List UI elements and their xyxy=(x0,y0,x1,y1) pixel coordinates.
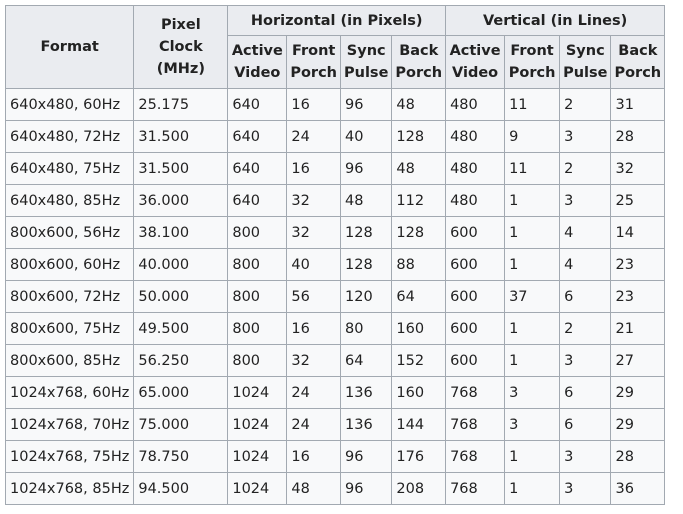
subheader-line1: Back xyxy=(399,43,439,59)
format-cell: 800x600, 85Hz xyxy=(6,345,134,377)
h-back-porch-cell: 48 xyxy=(392,89,446,121)
v-sync-pulse-cell: 2 xyxy=(560,89,611,121)
subheader-line2: Porch xyxy=(508,65,556,81)
table-row xyxy=(6,377,665,409)
subheader-line1: Front xyxy=(510,43,554,59)
h-active-video-cell: 1024 xyxy=(228,473,287,505)
h-sync-pulse-cell: 128 xyxy=(341,249,392,281)
h-sync-pulse-cell: 80 xyxy=(341,313,392,345)
subheader-line2: Pulse xyxy=(344,65,389,81)
v-front-porch-cell: 9 xyxy=(505,121,560,153)
table-row xyxy=(6,313,665,345)
pixel-clock-cell: 38.100 xyxy=(134,217,228,249)
subheader-line1: Active xyxy=(449,43,501,59)
pixel-clock-cell: 65.000 xyxy=(134,377,228,409)
v-back-porch-cell: 31 xyxy=(611,89,665,121)
v-front-porch-cell: 1 xyxy=(505,473,560,505)
subheader-line1: Front xyxy=(292,43,336,59)
h-front-porch-cell: 16 xyxy=(287,441,341,473)
pixel-clock-cell: 40.000 xyxy=(134,249,228,281)
h-back-porch-cell: 160 xyxy=(392,313,446,345)
v-front-porch-cell: 1 xyxy=(505,217,560,249)
v-back-porch-cell: 21 xyxy=(611,313,665,345)
v-sync-pulse-cell: 3 xyxy=(560,185,611,217)
subheader-line2: Porch xyxy=(614,65,662,81)
format-cell: 640x480, 72Hz xyxy=(6,121,134,153)
h-back-porch-header xyxy=(392,36,446,89)
h-sync-pulse-cell: 136 xyxy=(341,409,392,441)
h-sync-pulse-cell: 96 xyxy=(341,441,392,473)
h-back-porch-cell: 160 xyxy=(392,377,446,409)
h-active-video-cell: 640 xyxy=(228,185,287,217)
table-row xyxy=(6,281,665,313)
h-active-video-cell: 640 xyxy=(228,121,287,153)
subheader-line2: Video xyxy=(234,65,281,81)
h-front-porch-cell: 56 xyxy=(287,281,341,313)
pixel-clock-header-line1: Pixel Clock xyxy=(158,17,203,55)
v-sync-pulse-cell: 3 xyxy=(560,441,611,473)
v-back-porch-cell: 28 xyxy=(611,121,665,153)
subheader-line2: Pulse xyxy=(563,65,608,81)
v-active-video-cell: 768 xyxy=(446,473,505,505)
h-front-porch-cell: 24 xyxy=(287,409,341,441)
header-row-groups xyxy=(6,6,665,36)
table-row xyxy=(6,473,665,505)
v-back-porch-cell: 27 xyxy=(611,345,665,377)
v-back-porch-cell: 25 xyxy=(611,185,665,217)
v-active-video-cell: 480 xyxy=(446,153,505,185)
pixel-clock-cell: 49.500 xyxy=(134,313,228,345)
h-front-porch-cell: 32 xyxy=(287,217,341,249)
v-active-video-cell: 480 xyxy=(446,89,505,121)
v-active-video-cell: 600 xyxy=(446,217,505,249)
h-front-porch-cell: 24 xyxy=(287,377,341,409)
pixel-clock-cell: 36.000 xyxy=(134,185,228,217)
h-sync-pulse-cell: 96 xyxy=(341,89,392,121)
h-front-porch-cell: 32 xyxy=(287,185,341,217)
pixel-clock-cell: 25.175 xyxy=(134,89,228,121)
v-front-porch-cell: 37 xyxy=(505,281,560,313)
h-back-porch-cell: 64 xyxy=(392,281,446,313)
h-sync-pulse-cell: 40 xyxy=(341,121,392,153)
v-front-porch-cell: 1 xyxy=(505,313,560,345)
format-cell: 800x600, 72Hz xyxy=(6,281,134,313)
v-back-porch-cell: 23 xyxy=(611,249,665,281)
v-front-porch-cell: 11 xyxy=(505,89,560,121)
table-row xyxy=(6,89,665,121)
table-row xyxy=(6,153,665,185)
pixel-clock-cell: 31.500 xyxy=(134,153,228,185)
h-front-porch-header xyxy=(287,36,341,89)
pixel-clock-cell: 75.000 xyxy=(134,409,228,441)
v-front-porch-header xyxy=(505,36,560,89)
subheader-line1: Sync xyxy=(346,43,386,59)
format-cell: 640x480, 75Hz xyxy=(6,153,134,185)
subheader-line2: Porch xyxy=(395,65,443,81)
h-active-video-cell: 640 xyxy=(228,89,287,121)
h-active-video-cell: 800 xyxy=(228,313,287,345)
subheader-line2: Porch xyxy=(290,65,338,81)
h-active-video-cell: 1024 xyxy=(228,409,287,441)
v-active-video-cell: 768 xyxy=(446,377,505,409)
horizontal-group-header: Horizontal (in Pixels) xyxy=(228,6,446,36)
format-cell: 800x600, 75Hz xyxy=(6,313,134,345)
v-active-video-cell: 768 xyxy=(446,441,505,473)
v-front-porch-cell: 3 xyxy=(505,377,560,409)
table-row xyxy=(6,121,665,153)
format-cell: 640x480, 85Hz xyxy=(6,185,134,217)
v-back-porch-cell: 29 xyxy=(611,409,665,441)
v-active-video-header xyxy=(446,36,505,89)
vga-timing-table xyxy=(5,5,665,505)
h-front-porch-cell: 32 xyxy=(287,345,341,377)
h-active-video-cell: 800 xyxy=(228,345,287,377)
h-sync-pulse-cell: 136 xyxy=(341,377,392,409)
h-front-porch-cell: 40 xyxy=(287,249,341,281)
v-front-porch-cell: 1 xyxy=(505,345,560,377)
v-sync-pulse-cell: 4 xyxy=(560,217,611,249)
h-front-porch-cell: 16 xyxy=(287,89,341,121)
v-sync-pulse-cell: 6 xyxy=(560,377,611,409)
subheader-line2: Video xyxy=(452,65,499,81)
pixel-clock-header xyxy=(134,6,228,89)
table-row xyxy=(6,217,665,249)
v-back-porch-cell: 29 xyxy=(611,377,665,409)
v-sync-pulse-cell: 2 xyxy=(560,153,611,185)
h-back-porch-cell: 128 xyxy=(392,217,446,249)
v-front-porch-cell: 1 xyxy=(505,185,560,217)
h-front-porch-cell: 24 xyxy=(287,121,341,153)
h-sync-pulse-cell: 48 xyxy=(341,185,392,217)
table-row xyxy=(6,345,665,377)
pixel-clock-cell: 50.000 xyxy=(134,281,228,313)
v-active-video-cell: 480 xyxy=(446,121,505,153)
v-front-porch-cell: 3 xyxy=(505,409,560,441)
format-cell: 800x600, 56Hz xyxy=(6,217,134,249)
h-sync-pulse-cell: 120 xyxy=(341,281,392,313)
v-sync-pulse-cell: 2 xyxy=(560,313,611,345)
subheader-line1: Active xyxy=(231,43,283,59)
v-sync-pulse-cell: 3 xyxy=(560,345,611,377)
h-active-video-header xyxy=(228,36,287,89)
v-sync-pulse-cell: 4 xyxy=(560,249,611,281)
v-active-video-cell: 600 xyxy=(446,313,505,345)
h-active-video-cell: 640 xyxy=(228,153,287,185)
h-back-porch-cell: 112 xyxy=(392,185,446,217)
h-front-porch-cell: 16 xyxy=(287,313,341,345)
v-sync-pulse-cell: 6 xyxy=(560,409,611,441)
v-front-porch-cell: 1 xyxy=(505,441,560,473)
subheader-line1: Back xyxy=(618,43,658,59)
v-active-video-cell: 768 xyxy=(446,409,505,441)
table-row xyxy=(6,409,665,441)
v-back-porch-header xyxy=(611,36,665,89)
v-front-porch-cell: 11 xyxy=(505,153,560,185)
v-active-video-cell: 600 xyxy=(446,249,505,281)
format-cell: 1024x768, 70Hz xyxy=(6,409,134,441)
pixel-clock-cell: 94.500 xyxy=(134,473,228,505)
v-back-porch-cell: 14 xyxy=(611,217,665,249)
h-active-video-cell: 800 xyxy=(228,217,287,249)
format-cell: 1024x768, 85Hz xyxy=(6,473,134,505)
v-back-porch-cell: 23 xyxy=(611,281,665,313)
pixel-clock-header-line2: (MHz) xyxy=(156,61,205,77)
format-cell: 640x480, 60Hz xyxy=(6,89,134,121)
h-back-porch-cell: 128 xyxy=(392,121,446,153)
h-back-porch-cell: 144 xyxy=(392,409,446,441)
h-back-porch-cell: 152 xyxy=(392,345,446,377)
h-back-porch-cell: 88 xyxy=(392,249,446,281)
v-back-porch-cell: 36 xyxy=(611,473,665,505)
pixel-clock-cell: 31.500 xyxy=(134,121,228,153)
table-row xyxy=(6,185,665,217)
format-cell: 800x600, 60Hz xyxy=(6,249,134,281)
h-active-video-cell: 800 xyxy=(228,281,287,313)
subheader-line1: Sync xyxy=(565,43,605,59)
v-sync-pulse-cell: 3 xyxy=(560,473,611,505)
v-active-video-cell: 600 xyxy=(446,281,505,313)
vertical-group-header: Vertical (in Lines) xyxy=(446,6,665,36)
v-back-porch-cell: 28 xyxy=(611,441,665,473)
h-sync-pulse-cell: 64 xyxy=(341,345,392,377)
format-cell: 1024x768, 60Hz xyxy=(6,377,134,409)
v-active-video-cell: 480 xyxy=(446,185,505,217)
h-sync-pulse-cell: 128 xyxy=(341,217,392,249)
v-sync-pulse-header xyxy=(560,36,611,89)
v-sync-pulse-cell: 3 xyxy=(560,121,611,153)
h-front-porch-cell: 48 xyxy=(287,473,341,505)
h-front-porch-cell: 16 xyxy=(287,153,341,185)
h-active-video-cell: 1024 xyxy=(228,441,287,473)
h-sync-pulse-cell: 96 xyxy=(341,473,392,505)
h-sync-pulse-header xyxy=(341,36,392,89)
pixel-clock-cell: 56.250 xyxy=(134,345,228,377)
table-row xyxy=(6,441,665,473)
h-sync-pulse-cell: 96 xyxy=(341,153,392,185)
v-active-video-cell: 600 xyxy=(446,345,505,377)
pixel-clock-cell: 78.750 xyxy=(134,441,228,473)
table-row xyxy=(6,249,665,281)
h-active-video-cell: 800 xyxy=(228,249,287,281)
format-header: Format xyxy=(6,6,134,89)
h-back-porch-cell: 48 xyxy=(392,153,446,185)
v-front-porch-cell: 1 xyxy=(505,249,560,281)
format-cell: 1024x768, 75Hz xyxy=(6,441,134,473)
v-sync-pulse-cell: 6 xyxy=(560,281,611,313)
h-active-video-cell: 1024 xyxy=(228,377,287,409)
h-back-porch-cell: 176 xyxy=(392,441,446,473)
v-back-porch-cell: 32 xyxy=(611,153,665,185)
h-back-porch-cell: 208 xyxy=(392,473,446,505)
